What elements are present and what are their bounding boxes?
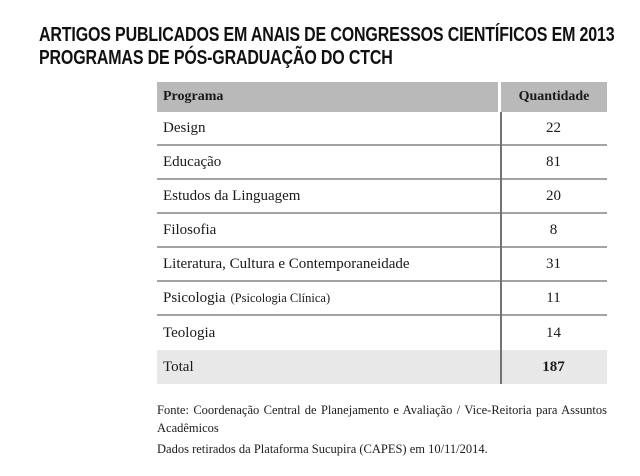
program-name-cell: Teologia	[163, 324, 216, 341]
table-body	[157, 112, 607, 350]
source-footer	[157, 401, 607, 458]
page-title	[39, 24, 615, 70]
program-name-cell: Psicologia (Psicologia Clínica)	[163, 289, 331, 306]
table-row	[157, 112, 607, 146]
table-row	[157, 316, 607, 350]
source-line: Fonte: Coordenação Central de Planejamento e Avaliação / Vice-Reitoria para Assuntos Acadêmicos	[157, 403, 607, 435]
program-name-cell: Educação	[163, 153, 222, 170]
column-header-quantidade: Quantidade	[501, 82, 607, 112]
page-title-line1: ARTIGOS PUBLICADOS EM ANAIS DE CONGRESSOS CIENTÍFICOS EM 2013	[39, 24, 615, 46]
quantity-cell: 22	[546, 119, 561, 136]
program-name-cell: Design	[163, 119, 206, 136]
quantity-cell: 14	[546, 324, 561, 341]
program-name-cell: Estudos da Linguagem	[163, 187, 301, 204]
data-extraction-line: Dados retirados da Plataforma Sucupira (CAPES) em 10/11/2014.	[157, 442, 488, 456]
total-label: Total	[163, 358, 194, 375]
column-divider-line	[500, 112, 502, 384]
quantity-cell: 11	[546, 289, 561, 306]
page-title-line2: PROGRAMAS DE PÓS-GRADUAÇÃO DO CTCH	[39, 47, 393, 69]
program-note: (Psicologia Clínica)	[230, 290, 331, 305]
total-value: 187	[542, 358, 565, 375]
table-row	[157, 214, 607, 248]
table-row	[157, 282, 607, 316]
table-row	[157, 248, 607, 282]
quantity-cell: 81	[546, 153, 561, 170]
program-name-cell: Literatura, Cultura e Contemporaneidade	[163, 255, 410, 272]
table-row	[157, 146, 607, 180]
quantity-cell: 31	[546, 255, 561, 272]
quantity-cell: 20	[546, 187, 561, 204]
table-row	[157, 180, 607, 214]
program-name-cell: Filosofia	[163, 221, 217, 238]
table-row-total	[157, 350, 607, 384]
table-header-row	[157, 82, 607, 112]
quantity-cell: 8	[549, 221, 558, 238]
column-header-programa: Programa	[157, 82, 498, 112]
programs-table	[157, 82, 607, 384]
